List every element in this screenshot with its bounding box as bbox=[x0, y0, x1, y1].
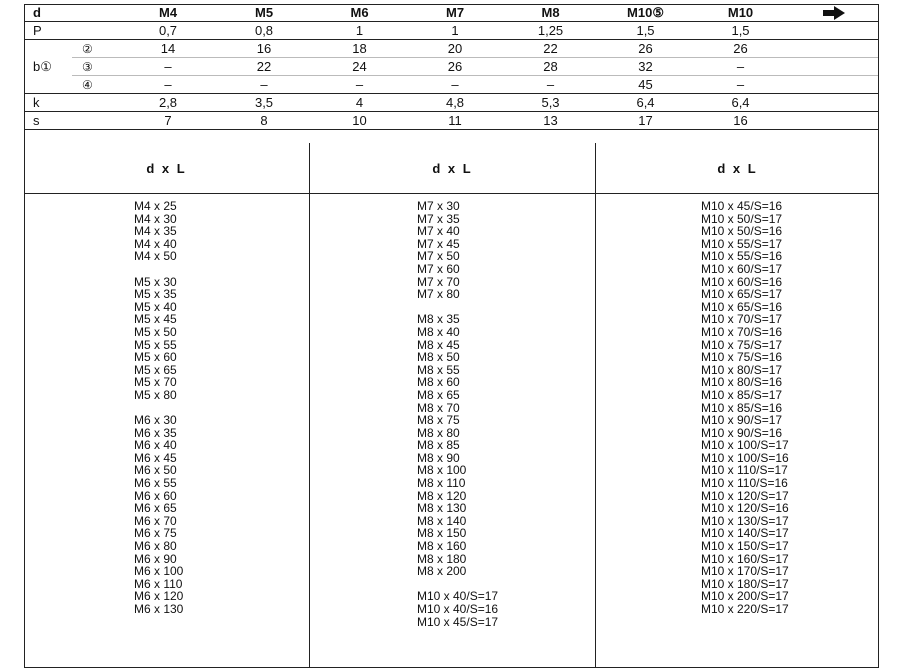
list-item: M5 x 40 bbox=[134, 299, 177, 314]
list-item: M7 x 70 bbox=[417, 274, 460, 289]
list-item: M7 x 30 bbox=[417, 199, 460, 213]
b-value: 45 bbox=[598, 76, 693, 94]
list-item: M8 x 60 bbox=[417, 375, 460, 390]
list-item: M10 x 55/S=16 bbox=[701, 249, 783, 264]
s-row bbox=[24, 112, 879, 130]
list-item: M7 x 40 bbox=[417, 224, 460, 239]
list-item: M8 x 120 bbox=[417, 488, 467, 503]
list-item: M10 x 170/S=17 bbox=[701, 564, 789, 579]
list-item: M10 x 150/S=17 bbox=[701, 539, 789, 554]
list-item: M8 x 100 bbox=[417, 463, 467, 478]
list-item: M6 x 100 bbox=[134, 564, 184, 579]
s-value: 8 bbox=[216, 112, 312, 130]
list-item: M7 x 50 bbox=[417, 249, 460, 264]
list-item: M5 x 60 bbox=[134, 350, 177, 365]
list-item: M8 x 180 bbox=[417, 551, 467, 566]
list-item: M10 x 120/S=16 bbox=[701, 501, 789, 516]
list-item: M10 x 85/S=17 bbox=[701, 387, 783, 402]
size-header: M4 bbox=[120, 4, 216, 22]
list-item: M7 x 45 bbox=[417, 236, 460, 251]
pitch-value: 0,8 bbox=[216, 22, 312, 40]
list-item: M6 x 75 bbox=[134, 526, 177, 541]
list-item: M4 x 35 bbox=[134, 224, 177, 239]
list-item: M6 x 40 bbox=[134, 438, 177, 453]
list-item: M5 x 45 bbox=[134, 312, 177, 327]
list-item: M5 x 55 bbox=[134, 337, 177, 352]
k-value: 4,8 bbox=[407, 94, 503, 112]
column-header: d x L bbox=[24, 143, 309, 194]
list-item: M10 x 80/S=16 bbox=[701, 375, 783, 390]
list-item: M5 x 35 bbox=[134, 287, 177, 302]
list-item: M10 x 60/S=17 bbox=[701, 261, 783, 276]
list-column-1 bbox=[24, 143, 310, 668]
list-item: M10 x 45/S=17 bbox=[417, 614, 499, 629]
b-value: 28 bbox=[503, 58, 598, 76]
k-value: 4 bbox=[312, 94, 407, 112]
d-label: d bbox=[24, 4, 120, 22]
b-value: – bbox=[407, 76, 503, 94]
list-item: M10 x 130/S=17 bbox=[701, 513, 789, 528]
list-item: M10 x 70/S=16 bbox=[701, 324, 783, 339]
b-marker: ③ bbox=[72, 58, 120, 76]
b-value: 22 bbox=[216, 58, 312, 76]
pitch-value: 1 bbox=[407, 22, 503, 40]
list-item: M6 x 65 bbox=[134, 501, 177, 516]
list-item: M10 x 120/S=17 bbox=[701, 488, 789, 503]
k-label: k bbox=[24, 94, 120, 112]
list-item: M10 x 50/S=16 bbox=[701, 224, 783, 239]
list-item: M10 x 60/S=16 bbox=[701, 274, 783, 289]
b-row-3 bbox=[24, 76, 879, 94]
s-value: 7 bbox=[120, 112, 216, 130]
list-item: M10 x 65/S=17 bbox=[701, 287, 783, 302]
list-item: M6 x 130 bbox=[134, 602, 184, 616]
list-item: M6 x 55 bbox=[134, 476, 177, 491]
b-value: 18 bbox=[312, 40, 407, 58]
list-item: M10 x 85/S=16 bbox=[701, 400, 783, 415]
b-value: 26 bbox=[693, 40, 788, 58]
list-item: M4 x 40 bbox=[134, 236, 177, 251]
list-item: M8 x 110 bbox=[417, 476, 466, 491]
list-item: M4 x 30 bbox=[134, 211, 177, 226]
pitch-value: 1,5 bbox=[598, 22, 693, 40]
list-item: M7 x 35 bbox=[417, 211, 460, 226]
list-item: M8 x 45 bbox=[417, 337, 460, 352]
b-value: 20 bbox=[407, 40, 503, 58]
list-item: M10 x 45/S=16 bbox=[701, 199, 783, 213]
list-item: M6 x 70 bbox=[134, 513, 177, 528]
s-value: 10 bbox=[312, 112, 407, 130]
list-items bbox=[310, 194, 595, 628]
list-item: M8 x 35 bbox=[417, 312, 460, 327]
list-item: M10 x 90/S=16 bbox=[701, 425, 783, 440]
list-item: M10 x 180/S=17 bbox=[701, 576, 789, 591]
list-item: M8 x 80 bbox=[417, 425, 460, 440]
list-item: M5 x 80 bbox=[134, 387, 177, 402]
list-item: M8 x 70 bbox=[417, 400, 460, 415]
list-item: M4 x 25 bbox=[134, 199, 177, 213]
size-header: M10⑤ bbox=[598, 4, 693, 22]
size-header: M6 bbox=[312, 4, 407, 22]
list-item: M6 x 30 bbox=[134, 413, 177, 428]
b-row-1 bbox=[24, 40, 879, 58]
list-item: M10 x 90/S=17 bbox=[701, 413, 783, 428]
list-item: M10 x 40/S=16 bbox=[417, 602, 499, 616]
size-header: M10 bbox=[693, 4, 788, 22]
b-value: – bbox=[503, 76, 598, 94]
list-item: M8 x 160 bbox=[417, 539, 467, 554]
list-item: M10 x 110/S=16 bbox=[701, 476, 788, 491]
s-value: 16 bbox=[693, 112, 788, 130]
s-value: 17 bbox=[598, 112, 693, 130]
list-item: M6 x 110 bbox=[134, 576, 183, 591]
list-item: M7 x 60 bbox=[417, 261, 460, 276]
b-value: – bbox=[120, 58, 216, 76]
list-item: M8 x 200 bbox=[417, 564, 467, 579]
b-marker: ② bbox=[72, 40, 120, 58]
b-value: – bbox=[693, 58, 788, 76]
list-item: M8 x 55 bbox=[417, 362, 460, 377]
size-header: M8 bbox=[503, 4, 598, 22]
s-value: 11 bbox=[407, 112, 503, 130]
b-label: b① bbox=[24, 40, 72, 94]
b-value: 26 bbox=[598, 40, 693, 58]
k-value: 6,4 bbox=[598, 94, 693, 112]
pitch-value: 1 bbox=[312, 22, 407, 40]
list-item: M6 x 80 bbox=[134, 539, 177, 554]
list-item: M10 x 220/S=17 bbox=[701, 602, 789, 616]
list-item: M10 x 65/S=16 bbox=[701, 299, 783, 314]
b-value: 24 bbox=[312, 58, 407, 76]
list-item: M8 x 90 bbox=[417, 450, 460, 465]
pitch-value: 1,5 bbox=[693, 22, 788, 40]
s-label: s bbox=[24, 112, 120, 130]
b-value: – bbox=[693, 76, 788, 94]
b-marker: ④ bbox=[72, 76, 120, 94]
k-value: 6,4 bbox=[693, 94, 788, 112]
list-item: M10 x 160/S=17 bbox=[701, 551, 789, 566]
list-item: M6 x 50 bbox=[134, 463, 177, 478]
list-item: M10 x 100/S=16 bbox=[701, 450, 789, 465]
list-item: M8 x 140 bbox=[417, 513, 467, 528]
list-item: M6 x 120 bbox=[134, 589, 184, 604]
k-value: 2,8 bbox=[120, 94, 216, 112]
list-item: M10 x 75/S=16 bbox=[701, 350, 783, 365]
b-value: – bbox=[216, 76, 312, 94]
k-row bbox=[24, 94, 879, 112]
b-value: – bbox=[312, 76, 407, 94]
list-item: M5 x 50 bbox=[134, 324, 177, 339]
size-header-row bbox=[24, 4, 879, 22]
b-value: 16 bbox=[216, 40, 312, 58]
list-item: M10 x 80/S=17 bbox=[701, 362, 783, 377]
list-item: M8 x 130 bbox=[417, 501, 467, 516]
list-item: M10 x 140/S=17 bbox=[701, 526, 789, 541]
list-item: M10 x 75/S=17 bbox=[701, 337, 783, 352]
size-header: M7 bbox=[407, 4, 503, 22]
list-item: M6 x 45 bbox=[134, 450, 177, 465]
group-spacer bbox=[134, 263, 309, 276]
k-value: 3,5 bbox=[216, 94, 312, 112]
right-arrow-icon bbox=[788, 4, 879, 22]
list-item: M8 x 85 bbox=[417, 438, 460, 453]
list-item: M10 x 200/S=17 bbox=[701, 589, 789, 604]
b-value: – bbox=[120, 76, 216, 94]
list-item: M4 x 50 bbox=[134, 249, 177, 264]
pitch-label: P bbox=[24, 22, 120, 40]
pitch-row bbox=[24, 22, 879, 40]
list-item: M6 x 35 bbox=[134, 425, 177, 440]
list-item: M10 x 55/S=17 bbox=[701, 236, 783, 251]
b-value: 32 bbox=[598, 58, 693, 76]
list-item: M7 x 80 bbox=[417, 287, 460, 302]
list-item: M8 x 50 bbox=[417, 350, 460, 365]
size-header: M5 bbox=[216, 4, 312, 22]
spec-table bbox=[24, 4, 879, 130]
list-column-3 bbox=[596, 143, 879, 668]
list-item: M5 x 65 bbox=[134, 362, 177, 377]
list-item: M8 x 65 bbox=[417, 387, 460, 402]
list-item: M10 x 50/S=17 bbox=[701, 211, 783, 226]
s-value: 13 bbox=[503, 112, 598, 130]
list-item: M8 x 75 bbox=[417, 413, 460, 428]
column-header: d x L bbox=[310, 143, 595, 194]
list-item: M5 x 70 bbox=[134, 375, 177, 390]
list-item: M8 x 150 bbox=[417, 526, 467, 541]
pitch-value: 1,25 bbox=[503, 22, 598, 40]
list-item: M6 x 60 bbox=[134, 488, 177, 503]
list-item: M10 x 70/S=17 bbox=[701, 312, 783, 327]
list-item: M5 x 30 bbox=[134, 274, 177, 289]
list-item: M6 x 90 bbox=[134, 551, 177, 566]
dimension-lists bbox=[24, 143, 879, 668]
list-items bbox=[596, 194, 879, 616]
list-item: M8 x 40 bbox=[417, 324, 460, 339]
list-item: M10 x 100/S=17 bbox=[701, 438, 789, 453]
list-column-2 bbox=[310, 143, 596, 668]
column-header: d x L bbox=[596, 143, 879, 194]
b-value: 26 bbox=[407, 58, 503, 76]
k-value: 5,3 bbox=[503, 94, 598, 112]
list-item: M10 x 110/S=17 bbox=[701, 463, 788, 478]
b-value: 14 bbox=[120, 40, 216, 58]
b-row-2 bbox=[24, 58, 879, 76]
b-value: 22 bbox=[503, 40, 598, 58]
list-items bbox=[24, 194, 309, 616]
list-item: M10 x 40/S=17 bbox=[417, 589, 499, 604]
pitch-value: 0,7 bbox=[120, 22, 216, 40]
